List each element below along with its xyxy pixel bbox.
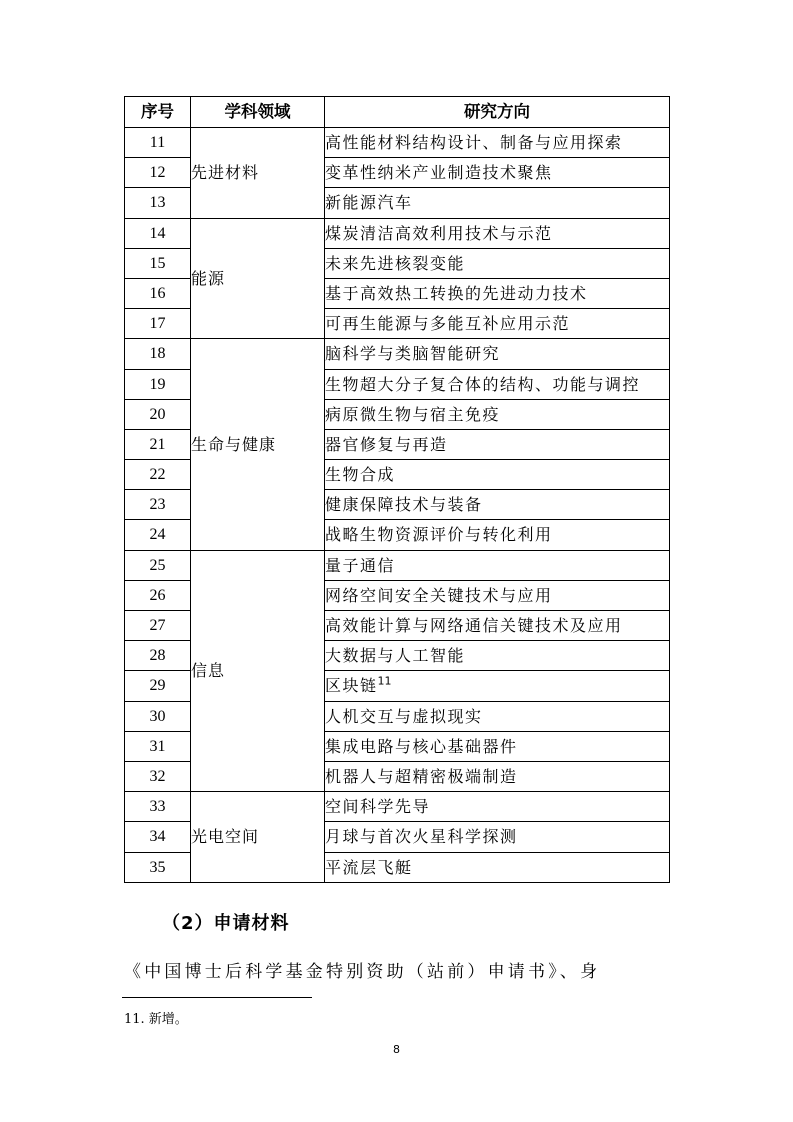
research-direction-text: 可再生能源与多能互补应用示范: [325, 314, 571, 334]
research-direction-cell: [325, 158, 670, 188]
research-direction-text: 平流层飞艇: [325, 857, 413, 877]
serial-number-cell: 11: [125, 128, 191, 158]
research-direction-text: 煤炭清洁高效利用技术与示范: [325, 223, 553, 243]
discipline-field-cell: 光电空间: [191, 792, 325, 883]
discipline-field-cell: 能源: [191, 218, 325, 339]
footnote: 11. 新增。: [124, 1012, 188, 1027]
research-direction-cell: [325, 399, 670, 429]
serial-number-cell: 27: [125, 611, 191, 641]
serial-number-cell: 35: [125, 852, 191, 882]
research-direction-text: 高性能材料结构设计、制备与应用探索: [325, 133, 623, 152]
research-direction-cell: [325, 761, 670, 791]
serial-number-cell: 12: [125, 158, 191, 188]
table-row: [125, 339, 670, 369]
research-direction-cell: [325, 792, 670, 822]
research-direction-text: 病原微生物与宿主免疫: [325, 404, 501, 424]
research-direction-text: 区块链: [325, 676, 378, 696]
table-header-row: [125, 97, 670, 128]
serial-number-cell: 33: [125, 792, 191, 822]
discipline-field-cell: 生命与健康: [191, 339, 325, 550]
table-row: [125, 128, 670, 158]
header-research-direction: 研究方向: [325, 97, 670, 128]
research-direction-text: 基于高效热工转换的先进动力技术: [325, 283, 588, 303]
serial-number-cell: 21: [125, 429, 191, 459]
research-direction-text: 生物合成: [325, 465, 396, 485]
research-direction-cell: [325, 429, 670, 459]
research-direction-cell: [325, 550, 670, 580]
research-direction-cell: [325, 520, 670, 550]
serial-number-cell: 24: [125, 520, 191, 550]
serial-number-cell: 19: [125, 369, 191, 399]
research-direction-cell: [325, 731, 670, 761]
serial-number-cell: 25: [125, 550, 191, 580]
serial-number-cell: 34: [125, 822, 191, 852]
serial-number-cell: 31: [125, 731, 191, 761]
research-direction-cell: [325, 218, 670, 248]
research-direction-text: 脑科学与类脑智能研究: [325, 344, 501, 364]
research-direction-text: 空间科学先导: [325, 797, 431, 817]
research-direction-text: 未来先进核裂变能: [325, 253, 466, 273]
research-direction-cell: [325, 339, 670, 369]
research-direction-text: 月球与首次火星科学探测: [325, 827, 518, 847]
research-direction-text: 网络空间安全关键技术与应用: [325, 585, 553, 605]
serial-number-cell: 32: [125, 761, 191, 791]
serial-number-cell: 13: [125, 188, 191, 218]
discipline-field-cell: 先进材料: [191, 128, 325, 219]
body-paragraph: 《中国博士后科学基金特别资助（站前）申请书》、身: [124, 962, 601, 982]
header-serial-number: 序号: [125, 97, 191, 128]
research-direction-text: 器官修复与再造: [325, 434, 448, 454]
serial-number-cell: 30: [125, 701, 191, 731]
serial-number-cell: 20: [125, 399, 191, 429]
research-direction-cell: [325, 611, 670, 641]
research-direction-cell: [325, 580, 670, 610]
research-direction-text: 变革性纳米产业制造技术聚焦: [325, 163, 553, 183]
research-direction-text: 生物超大分子复合体的结构、功能与调控: [325, 374, 641, 394]
table-row: [125, 550, 670, 580]
serial-number-cell: 14: [125, 218, 191, 248]
research-direction-cell: [325, 490, 670, 520]
serial-number-cell: 22: [125, 460, 191, 490]
research-direction-cell: [325, 248, 670, 278]
research-direction-cell: [325, 188, 670, 218]
research-direction-text: 高效能计算与网络通信关键技术及应用: [325, 616, 623, 635]
serial-number-cell: 28: [125, 641, 191, 671]
page-number: 8: [393, 1043, 400, 1056]
footnote-reference[interactable]: 11: [377, 675, 392, 689]
table-row: [125, 792, 670, 822]
research-direction-text: 战略生物资源评价与转化利用: [325, 525, 553, 545]
research-direction-text: 健康保障技术与装备: [325, 495, 483, 515]
research-direction-text: 机器人与超精密极端制造: [325, 766, 518, 786]
research-directions-table: [124, 96, 670, 883]
serial-number-cell: 17: [125, 309, 191, 339]
header-discipline-field: 学科领域: [191, 97, 325, 128]
footnote-divider: [122, 997, 312, 998]
discipline-field-cell: 信息: [191, 550, 325, 792]
serial-number-cell: 26: [125, 580, 191, 610]
research-direction-cell: [325, 278, 670, 308]
research-direction-text: 人机交互与虚拟现实: [325, 706, 483, 726]
serial-number-cell: 18: [125, 339, 191, 369]
serial-number-cell: 16: [125, 278, 191, 308]
serial-number-cell: 23: [125, 490, 191, 520]
research-direction-text: 集成电路与核心基础器件: [325, 736, 518, 756]
research-direction-cell: [325, 128, 670, 158]
research-direction-text: 大数据与人工智能: [325, 646, 466, 666]
research-direction-cell: [325, 822, 670, 852]
research-direction-cell: [325, 369, 670, 399]
research-direction-text: 新能源汽车: [325, 193, 413, 213]
research-direction-text: 量子通信: [325, 555, 396, 575]
table-body: [125, 128, 670, 883]
research-direction-cell: [325, 701, 670, 731]
research-direction-cell: [325, 309, 670, 339]
research-direction-cell: [325, 852, 670, 882]
section-heading: （2）申请材料: [162, 913, 290, 934]
research-direction-cell: [325, 641, 670, 671]
table-row: [125, 218, 670, 248]
serial-number-cell: 15: [125, 248, 191, 278]
research-direction-cell: [325, 671, 670, 701]
research-direction-cell: [325, 460, 670, 490]
serial-number-cell: 29: [125, 671, 191, 701]
